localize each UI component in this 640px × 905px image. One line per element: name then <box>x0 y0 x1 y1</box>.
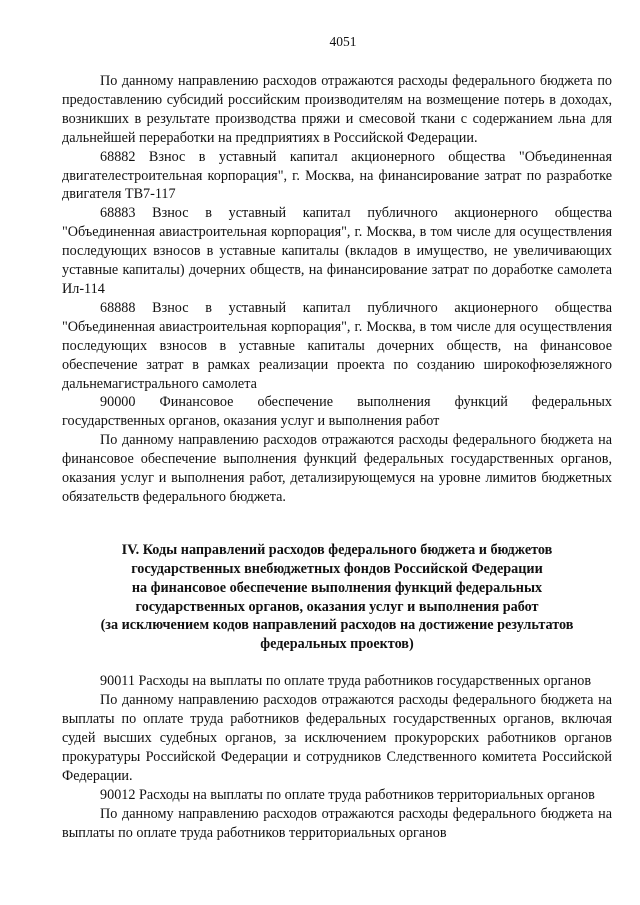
heading-line: государственных органов, оказания услуг и выполнения работ <box>135 598 539 615</box>
paragraph-90012: 90012 Расходы на выплаты по оплате труда работников территориальных органов <box>100 786 595 803</box>
section-spacer <box>62 507 612 541</box>
paragraph-90000: 90000 Финансовое обеспечение выполнения функций федеральных государственных органов, оказания услуг и выполнения работ <box>62 394 612 430</box>
heading-line: IV. Коды направлений расходов федерального бюджета и бюджетов <box>121 541 553 558</box>
paragraph-68888: 68888 Взнос в уставный капитал публичного акционерного общества "Объединенная авиастроительная корпорация", г. Москва, в том числе для осуществления последующих взносов в уставные капиталы дочерних обществ, на финансовое обеспечение затрат в рамках реализации проекта по созданию широкофюзеляжного дальнемагистрального самолета <box>62 299 612 392</box>
heading-line: государственных внебюджетных фондов Российской Федерации <box>131 560 543 577</box>
paragraph-68883: 68883 Взнос в уставный капитал публичного акционерного общества "Объединенная авиастроительная корпорация", г. Москва, в том числе для осуществления последующих взносов в уставные капиталы (вкладов в имущество, не увеличивающих уставные капиталы) дочерних обществ, на финансирование затрат по доработке самолета Ил-114 <box>62 205 612 297</box>
heading-line: (за исключением кодов направлений расходов на достижение результатов <box>100 617 574 634</box>
heading-line: на финансовое обеспечение выполнения функций федеральных <box>131 579 543 596</box>
paragraph-90012-description: По данному направлению расходов отражаются расходы федерального бюджета на выплаты по оплате труда работников территориальных органов <box>62 805 612 841</box>
paragraph-90011-description: По данному направлению расходов отражаются расходы федерального бюджета на выплаты по оплате труда работников федеральных государственных органов, включая судей высших судебных органов, за исключением прокурорских работников органов прокуратуры Российской Федерации и сотрудников Следственного комитета Российской Федерации. <box>62 692 612 784</box>
paragraph-68882: 68882 Взнос в уставный капитал акционерного общества "Объединенная двигателестроительная корпорация", г. Москва, на финансирование затрат по разработке двигателя ТВ7-117 <box>62 148 612 203</box>
paragraph-subsidies-flax: По данному направлению расходов отражаются расходы федерального бюджета по предоставлению субсидий российским производителям на возмещение потерь в доходах, возникших в результате производства пряжи и смесовой ткани с содержанием льна для дальнейшей переработки на предприятиях в Российской Федерации. <box>62 73 612 146</box>
heading-line: федеральных проектов) <box>260 636 414 653</box>
section-iv-heading <box>62 541 612 654</box>
page-number: 4051 <box>329 34 357 49</box>
paragraph-90000-description: По данному направлению расходов отражаются расходы федерального бюджета на финансовое обеспечение выполнения функций федеральных государственных органов, оказания услуг и выполнения работ, детализирующемуся на уровне лимитов бюджетных обязательств федерального бюджета. <box>62 432 612 505</box>
paragraph-90011: 90011 Расходы на выплаты по оплате труда работников государственных органов <box>100 673 592 690</box>
